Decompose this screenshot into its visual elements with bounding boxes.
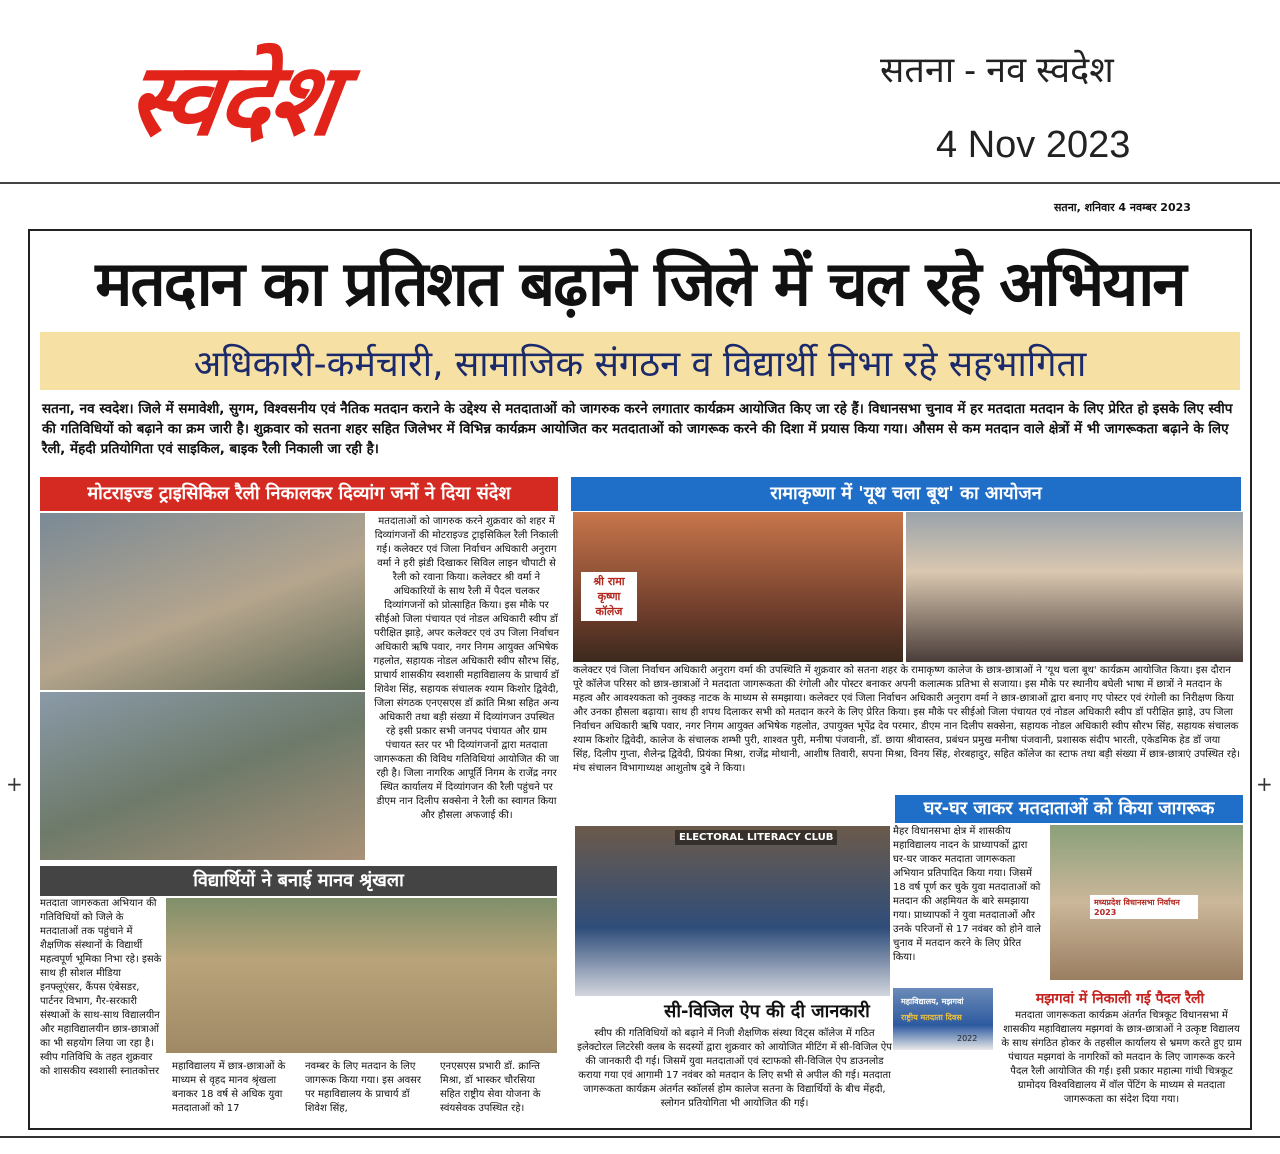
poster-title: मध्यप्रदेश विधानसभा निर्वाचन 2023 xyxy=(1090,895,1198,919)
section-title-cvigil: सी-विजिल ऐप की दी जानकारी xyxy=(577,998,957,1026)
college-sign: श्री रामा कृष्णा कॉलेज xyxy=(581,572,637,621)
photo-stage-event xyxy=(573,512,903,662)
divider xyxy=(0,182,1280,184)
rally-banner-2: राष्ट्रीय मतदाता दिवस xyxy=(901,1013,962,1022)
subheadline: अधिकारी-कर्मचारी, सामाजिक संगठन व विद्यार्थी निभा रहे सहभागिता xyxy=(193,344,1087,385)
registration-mark-icon: + xyxy=(6,772,23,796)
edition-date: 4 Nov 2023 xyxy=(936,124,1131,166)
next-article-strip xyxy=(0,1136,1280,1154)
intro-paragraph: सतना, नव स्वदेश। जिले में समावेशी, सुगम, विश्वसनीय एवं नैतिक मतदान कराने के उद्देश्य से मतदाताओं को जागरुक करने लगातार कार्यक्रम आयोजित किए जा रहे हैं। विधानसभा चुनाव में हर मतदाता मतदान के लिए प्रेरित हो इसके लिए स्वीप की गतिविधियों को बढ़ाने का क्रम जारी है। शुक्रवार को सतना शहर सहित जिलेभर में विभिन्न कार्यक्रम आयोजित कर मतदाताओं को जागरूक करने की दिशा में प्रयास किया गया। औसम से कम मतदान वाले क्षेत्रों में भी जागरूकता बढ़ाने के लिए रैली, मेंहदी प्रतियोगिता एवं साइकिल, बाइक रैली निकाली जा रही है। xyxy=(42,401,1233,457)
edition-label: सतना - नव स्वदेश xyxy=(880,49,1114,90)
photo-electoral-club xyxy=(575,826,890,996)
human-chain-body-c: एनएसएस प्रभारी डॉ. क्रान्ति मिश्रा, डॉ भास्कर चौरसिया सहित राष्ट्रीय सेवा योजना के स्वंयसेवक उपस्थित रहे। xyxy=(440,1061,541,1114)
photo-officials-rally xyxy=(40,513,365,690)
page-dateline: सतना, शनिवार 4 नवम्बर 2023 xyxy=(1054,201,1191,214)
rally-banner: महाविद्यालय, मझगवां xyxy=(901,997,964,1006)
door-to-door-body: मैहर विधानसभा क्षेत्र में शासकीय महाविद्यालय नादन के प्राध्यापकों द्वारा घर-घर जाकर मतदाता जागरूकता अभियान प्रतिपादित किया गया। जिसमें 18 वर्ष पूर्ण कर चुके युवा मतदाताओं को मतदान की अहमियत के बारे समझाया गया। प्राध्यापकों ने युवा मतदाताओं और उनके परिजनों से 17 नवंबर को होने वाले चुनाव में मतदान करने के लिए प्रेरित किया। xyxy=(893,826,1041,963)
rally-year: 2022 xyxy=(957,1034,978,1043)
newspaper-logo: स्वदेश xyxy=(119,41,344,158)
photo-tricycle-rally xyxy=(40,692,365,860)
human-chain-body-a: महाविद्यालय में छात्र-छात्राओं के माध्यम से वृहद मानव श्रृंखला बनाकर 18 वर्ष से अधिक युवा मतदाताओं को 17 xyxy=(172,1061,286,1114)
tricycle-article-body: मतदाताओं को जागरुक करने शुक्रवार को शहर में दिव्यांगजनों की मोटराइज्ड ट्राइसिकिल रैली निकाली गई। कलेक्टर एवं जिला निर्वाचन अधिकारी अनुराग वर्मा ने हरी झंडी दिखाकर सिविल लाइन चौपाटी से रैली को रवाना किया। कलेक्टर श्री वर्मा ने अधिकारियों के साथ रैली में पैदल चलकर दिव्यांगजनों को प्रोत्साहित किया। इस मौके पर सीईओ जिला पंचायत एवं नोडल अधिकारी स्वीप डॉ परीक्षित झाड़े, अपर कलेक्टर एवं उप जिला निर्वाचन अधिकारी ऋषि पवार, नगर निगम आयुक्त अभिषेक गहलोत, सहायक नोडल अधिकारी स्वीप सौरभ सिंह, प्राचार्य शासकीय स्वशासी महाविद्यालय के प्राचार्य डॉ शिवेश सिंह, सहायक संचालक श्याम किशोर द्विवेदी, जिला संगठक एनएसएस डॉ क्रांति मिश्रा सहित अन्य अधिकारी तथा बड़ी संख्या में दिव्यांगजन उपस्थित रहे इसी प्रकार सभी जनपद पंचायत और ग्राम पंचायत स्तर पर भी दिव्यांगजनों द्वारा मतदाता जागरूकता की विविध गतिविधियां आयोजित की जा रही है। जिला नागरिक आपूर्ति निगम के राजेंद्र नगर स्थित कार्यालय में दिव्यांगजन की रैली पहुंचने पर डीएम नान दिलीप सक्सेना ने रैली का स्वागत किया और हौसला अफजाई की। xyxy=(373,516,560,821)
ramakrishna-article-body: कलेक्टर एवं जिला निर्वाचन अधिकारी अनुराग वर्मा की उपस्थिति में शुक्रवार को सतना शहर के रामाकृष्ण कालेज के छात्र-छात्राओं ने 'यूथ चला बूथ' कार्यक्रम आयोजित किया। इस दौरान पूरे कॉलेज परिसर को छात्र-छात्राओं ने मतदाता जागरूकता की रंगोली और पोस्टर बनाकर अपनी कलात्मक प्रतिभा से सजाया। इस मौके पर स्थानीय बघेली भाषा में छात्रों ने मतदान के महत्व और आवश्यकता को नुक्कड़ नाटक के माध्यम से समझाया। कलेक्टर एवं जिला निर्वाचन अधिकारी अनुराग वर्मा ने छात्र-छात्राओं द्वारा बनाए गए पोस्टर एवं रंगोली का निरीक्षण किया और उनका हौसला बढ़ाया। साथ ही शपथ दिलाकर सभी को मतदान करने के लिए प्रेरित किया। इस मौके पर सीईओ जिला पंचायत एवं नोडल अधिकारी स्वीप डॉ परीक्षित झाड़े, उप जिला निर्वाचन अधिकारी ऋषि पवार, नगर निगम आयुक्त अभिषेक गहलोत, उपायुक्त भूपेंद्र देव परमार, डीएम नान दिलीप सक्सेना, सहायक नोडल अधिकारी स्वीप सौरभ सिंह, सहायक संचालक श्याम किशोर द्विवेदी, कालेज के संचालक शम्भी पुरी, शाश्वत पुरी, मनीषा पंजवानी, डॉ. छाया श्रीवास्तव, प्रबंधन प्रमुख मनीषा पंजवानी, प्रशासक संदीप भारती, एकेडमिक हेड डॉ जया सिंह, दिलीप गुप्ता, शैलेन्द्र द्विवेदी, प्रियंका मिश्रा, राजेंद्र मोथानी, आशीष तिवारी, सपना मिश्रा, विनय सिंह, शेरबहादुर, सहित कॉलेज का स्टाफ तथा बड़ी संख्या में छात्र-छात्राएं उपस्थित रहे। मंच संचालन विभागाध्यक्ष आशुतोष दुबे ने किया। xyxy=(573,665,1241,774)
photo-human-chain xyxy=(166,898,557,1053)
majhgawan-article-body: मतदाता जागरूकता कार्यक्रम अंतर्गत चित्रकूट विधानसभा में शासकीय महाविद्यालय मझगवां के छात्र-छात्राओं ने उत्कृष्ट विद्यालय के साथ संगठित होकर के तहसील कार्यालय से भ्रमण करते हुए ग्राम पंचायत मझगवां के नागरिकों को मतदान के लिए जागरूक करने पैदल रैली आयोजित की गई। इसी प्रकार महात्मा गांधी चित्रकूट ग्रामोदय विश्वविद्यालय में वॉल पेंटिंग के माध्यम से मतदाता जागरूकता का संदेश दिया गया। xyxy=(1001,1010,1242,1105)
section-title-tricycle: मोटराइज्ड ट्राइसिकिल रैली निकालकर दिव्यांग जनों ने दिया संदेश xyxy=(40,477,558,511)
club-banner: ELECTORAL LITERACY CLUB xyxy=(675,830,837,845)
cvigil-article-body: स्वीप की गतिविधियों को बढ़ाने में निजी शैक्षणिक संस्था विट्स कॉलेज में गठित इलेक्टोरल लिटरेसी क्लब के सदस्यों द्वारा शुक्रवार को आयोजित मीटिंग में सी-विजिल ऐप की जानकारी दी गई। जिसमें युवा मतदाताओं एवं स्टाफको सी-विजिल ऐप डाउनलोड कराया गया एवं आगामी 17 नवंबर को मतदान के लिए सभी से अपील की गई। मतदाता जागरूकता कार्यक्रम अंतर्गत स्कॉलर्स होम कालेज सतना के विद्यार्थियों के बीच मेंहदी, स्लोगन प्रतियोगिता भी आयोजित की गई। xyxy=(577,1028,892,1109)
section-title-door-to-door: घर-घर जाकर मतदाताओं को किया जागरूक xyxy=(895,795,1243,823)
photo-majhgawan-banner xyxy=(893,988,993,1050)
photo-students-oath xyxy=(906,512,1243,662)
section-title-human-chain: विद्यार्थियों ने बनाई मानव श्रृंखला xyxy=(40,866,557,896)
section-title-ramakrishna: रामाकृष्णा में 'यूथ चला बूथ' का आयोजन xyxy=(571,477,1241,511)
human-chain-body-left: मतदाता जागरुकता अभियान की गतिविधियों को जिले के मतदाताओं तक पहुंचाने में शैक्षणिक संस्थानों के विद्यार्थी महत्वपूर्ण भूमिका निभा रहे। इसके साथ ही सोशल मीडिया इनफ्लूएंसर, कैंपस एंबेसडर, पार्टनर विभाग, गैर-सरकारी संस्थाओं के साथ-साथ विद्यालयीन और महाविद्यालयीन छात्र-छात्राओं का भी सहयोग लिया जा रहा है। स्वीप गतिविधि के तहत शुक्रवार को शासकीय स्वशासी स्नातकोत्तर xyxy=(40,898,162,1077)
human-chain-body-b: नवम्बर के लिए मतदान के लिए जागरूक किया गया। इस अवसर पर महाविद्यालय के प्राचार्य डॉ शिवेश सिंह, xyxy=(305,1061,421,1114)
main-headline: मतदान का प्रतिशत बढ़ाने जिले में चल रहे अभियान xyxy=(95,247,1185,320)
photo-door-to-door xyxy=(1050,825,1243,980)
section-title-majhgawan: मझगवां में निकाली गई पैदल रैली xyxy=(1035,991,1205,1007)
registration-mark-icon: + xyxy=(1256,772,1273,796)
